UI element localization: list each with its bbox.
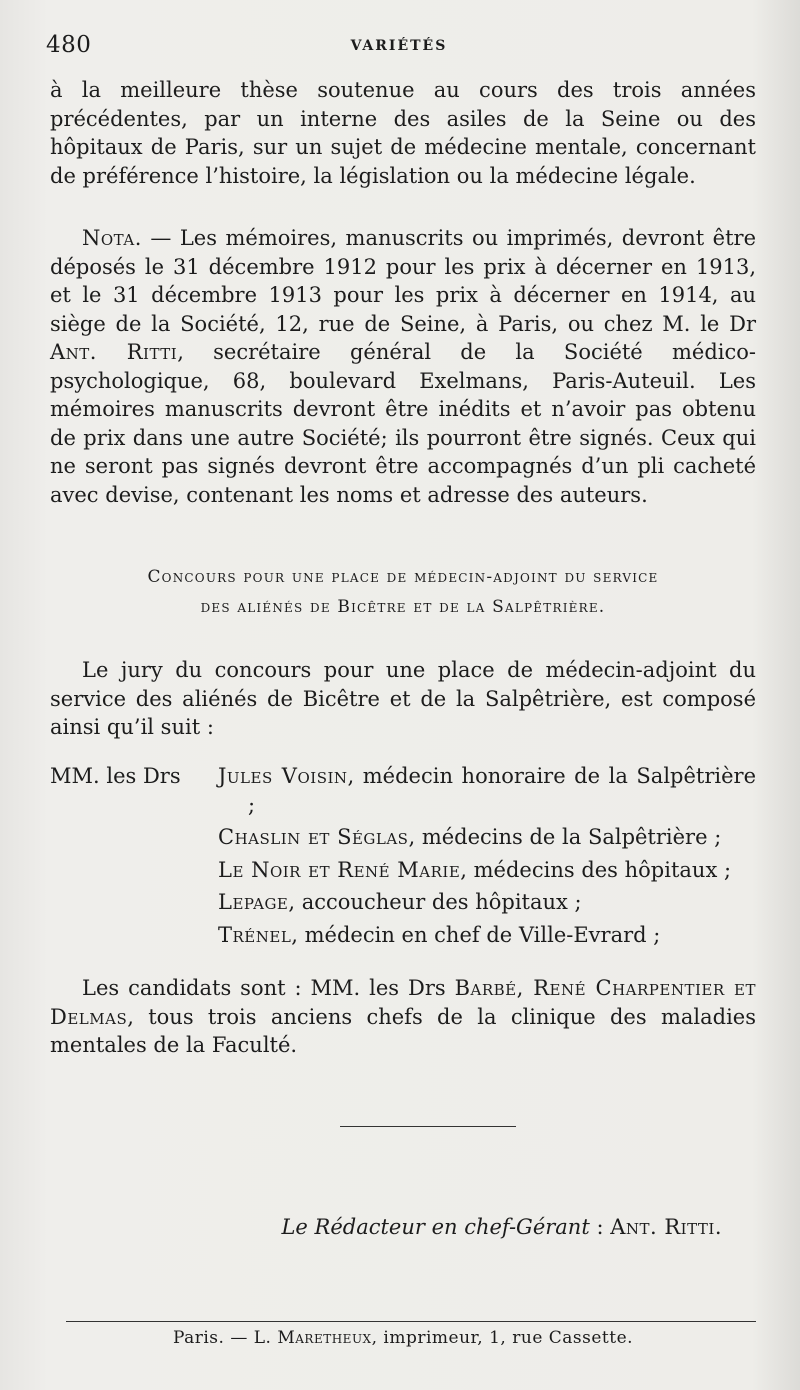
jury-member-names: Lepage [218,890,289,914]
jury-member-names: Le Noir et René Marie [218,857,461,882]
jury-prefix: MM. les Drs [50,764,181,788]
nota-name: Ant. Ritti [50,340,178,364]
candidates-text-after: , tous trois anciens chefs de la clinique des maladies mentales de la Faculté. [50,1004,756,1057]
jury-member-role: , médecin honoraire de la Salpêtrière ; [248,764,757,817]
page-number: 480 [46,32,92,58]
jury-member [50,762,756,819]
signature-role: Le Rédacteur en chef-Gérant [281,1215,590,1239]
jury-intro-paragraph [50,656,756,742]
jury-member [50,823,756,852]
heading-line-1: Concours pour une place de médecin-adjoint du service [147,567,659,587]
section-heading [50,562,756,622]
jury-member [50,888,756,917]
section-divider [340,1126,516,1127]
heading-line-2: des aliénés de Bicêtre et de la Salpêtrière. [200,597,606,617]
nota-paragraph [50,224,756,509]
jury-member-role: , médecins de la Salpêtrière ; [408,825,722,849]
page-header [46,32,752,62]
printer-imprint [50,1328,756,1348]
jury-intro-text: Le jury du concours pour une place de médecin-adjoint du service des aliénés de Bicêtre et de la Salpêtrière, est composé ainsi qu’il suit : [50,658,756,739]
jury-member [50,856,756,885]
imprint-city: Paris. — L. [172,1328,278,1348]
jury-member-role: , accoucheur des hôpitaux ; [288,890,582,914]
nota-text-before: — Les mémoires, manuscrits ou imprimés, devront être déposés le 31 décembre 1912 pour les prix à décerner en 1913, et le 31 décembre 1913 pour les prix à décerner en 1914, au siège de la Société, 12, rue de Seine, à Paris, ou chez M. le Dr [50,226,756,336]
candidates-paragraph [50,974,756,1060]
jury-member-role: , médecin en chef de Ville-Evrard ; [291,922,661,947]
footer-rule [66,1321,756,1322]
imprint-address: , imprimeur, 1, rue Cassette. [371,1328,634,1348]
jury-member [50,921,756,950]
candidates-text-before: Les candidats sont : MM. les Drs [82,976,455,1000]
jury-member-role: , médecins des hôpitaux ; [460,857,732,882]
candidates-names: Barbé, René Charpentier et Delmas [50,976,757,1029]
paragraph-prize-thesis [50,76,756,190]
running-head: VARIÉTÉS [350,38,448,54]
imprint-printer: Maretheux [277,1328,372,1348]
signature-separator: : [589,1215,611,1239]
jury-member-names: Jules Voisin [218,764,348,788]
jury-member-names: Chaslin et Séglas [218,825,409,849]
nota-text-after: , secrétaire général de la Société médico-psychologique, 68, boulevard Exelmans, Paris-Auteuil. Les mémoires manuscrits devront être inédits et n’avoir pas obtenu de prix dans une autre Société; ils pourront être signés. Ceux qui ne seront pas signés devront être accompagnés d’un pli cacheté avec devise, contenant les noms et adresse des auteurs. [50,340,756,507]
signature-name: Ant. Ritti. [610,1215,722,1239]
jury-member-names: Trénel [218,922,292,947]
nota-label: Nota. [82,226,142,250]
paragraph-text: à la meilleure thèse soutenue au cours des trois années précédentes, par un interne des asiles de la Seine ou des hôpitaux de Paris, sur un sujet de médecine mentale, concernant de préférence l’histoire, la législation ou la médecine légale. [50,78,756,188]
jury-list [50,762,756,949]
editor-signature [50,1215,756,1239]
